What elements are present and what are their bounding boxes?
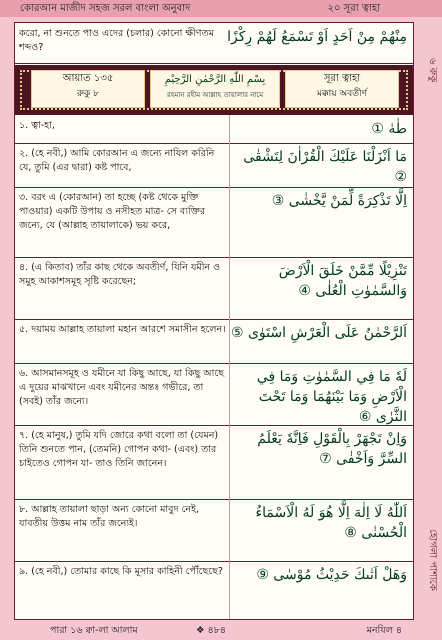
- verse-bn: ৫. দয়াময় আল্লাহ তায়ালা মহান আরশে সমাসীন হলেন।: [19, 324, 226, 335]
- verse-ar: اِلَّا تَذْكِرَةً لِّمَنْ يَّخْشٰى ③: [271, 193, 407, 209]
- verse-bn: ৪. (এ কিতাব) তাঁর কাছ থেকে অবতীর্ণ, যিনি যমীন ও সমুহ আকাশসমূহ সৃষ্টি করেছেন;: [19, 262, 221, 287]
- verse-ar: مَا اَنْزَلْنَا عَلَيْكَ الْقُرْاٰنَ لِتَشْقٰى ②: [243, 149, 407, 185]
- header-right: ২০ সূরা ত্বাহা: [327, 3, 380, 14]
- verse-ar: لَهٗ مَا فِي السَّمٰوٰتِ وَمَا فِي الْاَرْضِ وَمَا بَيْنَهُمَا وَمَا تَحْتَ الثَّرٰى ⑥: [256, 369, 407, 425]
- verse-bn: ৭. (হে মানুষ,) তুমি যদি জোরে কথা বলো তা (যেমন) তিনি শুনতে পান, (তেমনি) গোপন কথা- (এবং) তার চাইতেও গোপন যা- তাও তিনি জানেন।: [19, 430, 219, 469]
- page-header: [0, 0, 442, 17]
- verse-row: [15, 561, 413, 619]
- verse-row: [15, 187, 413, 258]
- verse-row: [15, 143, 413, 188]
- verse-row: [15, 257, 413, 320]
- verse-ar: اَلرَّحْمٰنُ عَلَى الْعَرْشِ اسْتَوٰى ⑤: [230, 325, 407, 341]
- footer-manzil: মনযিল ৪: [366, 625, 402, 636]
- surah-banner: [15, 65, 413, 115]
- ayah-count: আয়াত ১৩৫: [62, 73, 114, 84]
- bismillah-bn: রহমান রহীম আল্লাহ তায়ালার নামে: [166, 91, 264, 99]
- side-ornament-text: হোগলা পাশাকে: [427, 529, 438, 591]
- verse-bn: ১. ত্বা-হা,: [19, 120, 55, 131]
- bismillah-ar: بِسْمِ اللّٰهِ الرَّحْمٰنِ الرَّحِيْمِ: [164, 74, 266, 85]
- banner-right-box: [285, 70, 399, 108]
- page-footer: [0, 621, 442, 640]
- revelation-place: মক্কায় অবতীর্ণ: [317, 89, 367, 99]
- bismillah-box: [150, 70, 280, 108]
- verse-row: [15, 499, 413, 562]
- verse-bn: ২. (হে নবী,) আমি কোরআন এ জন্যে নাযিল করিনি যে, তুমি (এর দ্বারা) কষ্ট পাবে,: [19, 148, 215, 173]
- verse-bn: ৮. আল্লাহ তায়ালা ছাড়া অন্য কোনো মাবুদ নেই, যাবতীয় উত্তম নাম তাঁর জন্যেই।: [19, 504, 199, 529]
- verse-bn: ৩. বরং এ (কোরআন) তা হচ্ছে (কষ্ট থেকে মুক্তি পাওয়ার) একটি উপায় ও নসীহত মাত্র- সে ব্যক্তির জন্যে, যে (আল্লাহ তায়ালাকে) ভয় করে,: [19, 192, 206, 231]
- verse-row: [15, 363, 413, 426]
- verse-bn: ৯. (হে নবী,) তোমার কাছে কি মূসার কাহিনী পৌঁছেছে?: [19, 566, 223, 577]
- verse-ar: تَنْزِيْلًا مِّمَّنْ خَلَقَ الْاَرْضَ وَالسَّمٰوٰتِ الْعُلٰى ④: [278, 263, 407, 299]
- header-left: কোরআন মাজীদ সহজ সরল বাংলা অনুবাদ: [20, 3, 191, 14]
- continuation-bn: করো, না শুনতে পাও এদের (চলার) কোনো ক্ষীণতম শব্দও?: [19, 28, 214, 53]
- verse-bn: ৬. আসমানসমূহ ও যমীনে যা কিছু আছে, যা কিছু আছে এ দুয়ের মাঝখানে এবং যমীনের অন্তঃ গভীরে, তা (সবই) তাঁর জন্যে।: [19, 368, 224, 407]
- verse-ar: طٰهٰ ①: [371, 121, 407, 137]
- verse-row: [15, 319, 413, 364]
- verse-row: [15, 115, 413, 144]
- verse-ar: اَللّٰهُ لَا اِلٰهَ اِلَّا هُوَ لَهُ الْاَسْمَاءُ الْحُسْنٰى ⑧: [255, 505, 407, 541]
- continuation-ar: مِنْهُمْ مِنْ اَحَدٍ اَوْ تَسْمَعُ لَهُمْ رِكْزًا: [227, 29, 407, 45]
- side-ruku-marker: ৬ রুকু: [427, 57, 438, 83]
- verse-ar: وَهَلْ اَتٰىكَ حَدِيْثُ مُوْسٰى ⑨: [256, 567, 407, 583]
- content-frame: [14, 22, 414, 620]
- footer-para: পারা ১৬ ক্বা-লা আলাম: [50, 625, 138, 636]
- continuation-row: [15, 23, 413, 64]
- verse-row: [15, 425, 413, 500]
- banner-left-box: [31, 70, 145, 108]
- ruku-count: রুকু ৮: [77, 89, 99, 99]
- verse-ar: وَاِنْ تَجْهَرْ بِالْقَوْلِ فَاِنَّهٗ يَعْلَمُ السِّرَّ وَاَخْفٰى ⑦: [257, 431, 407, 467]
- footer-page-number: ❖ ৪৮৪: [196, 625, 227, 636]
- surah-name: সূরা ত্বাহা: [323, 73, 361, 84]
